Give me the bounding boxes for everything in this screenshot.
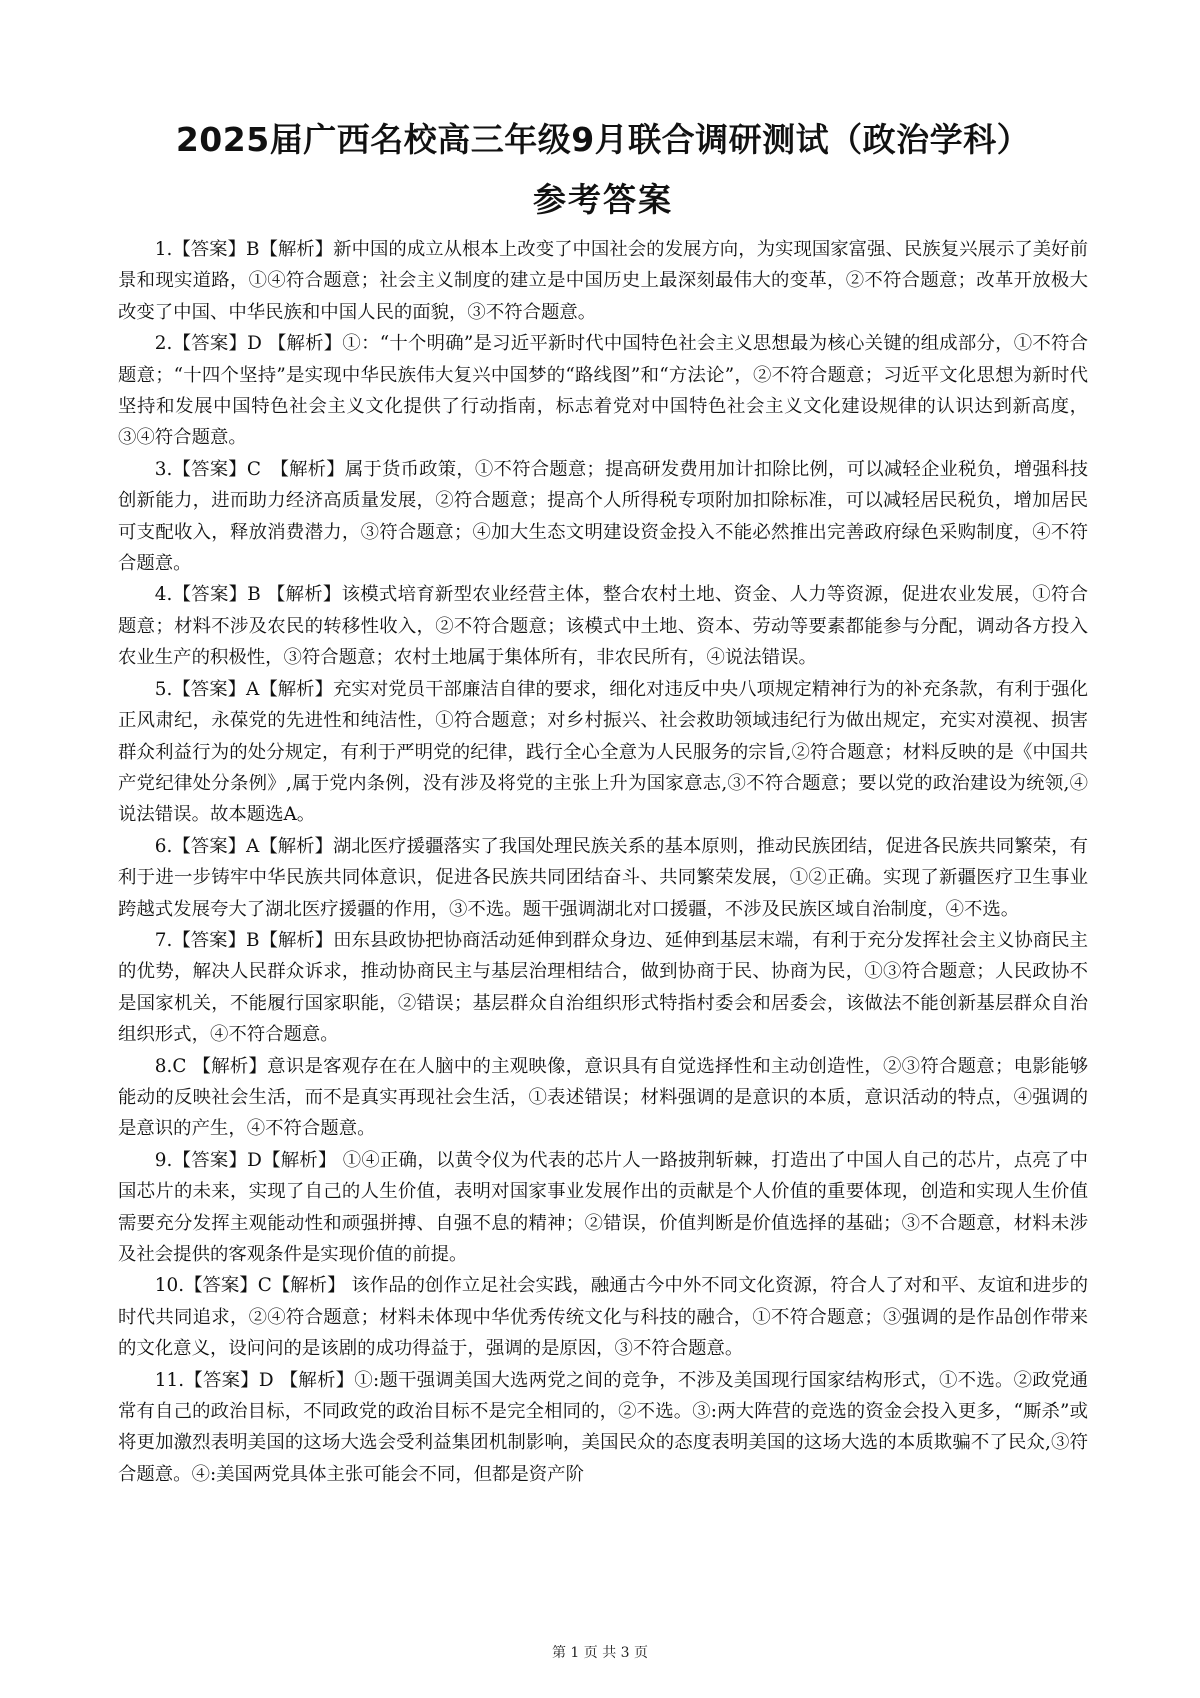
answer-list — [118, 234, 1088, 1490]
answer-item-10: 10.【答案】C【解析】 该作品的创作立足社会实践，融通古今中外不同文化资源，符合人了对和平、友谊和进步的时代共同追求，②④符合题意；材料未体现中华优秀传统文化与科技的融合，①不符合题意；③强调的是作品创作带来的文化意义，设问问的是该剧的成功得益于，强调的是原因，③不符合题意。 — [118, 1275, 1088, 1360]
answer-item-4: 4.【答案】B 【解析】该模式培育新型农业经营主体，整合农村土地、资金、人力等资源，促进农业发展，①符合题意；材料不涉及农民的转移性收入，②不符合题意；该模式中土地、资本、劳动等要素都能参与分配，调动各方投入农业生产的积极性，③符合题意；农村土地属于集体所有，非农民所有，④说法错误。 — [118, 584, 1088, 669]
answer-item-3: 3.【答案】C 【解析】属于货币政策，①不符合题意；提高研发费用加计扣除比例，可以减轻企业税负，增强科技创新能力，进而助力经济高质量发展，②符合题意；提高个人所得税专项附加扣除标准，可以减轻居民税负，增加居民可支配收入，释放消费潜力，③符合题意；④加大生态文明建设资金投入不能必然推出完善政府绿色采购制度，④不符合题意。 — [118, 458, 1088, 575]
answer-item-2: 2.【答案】D 【解析】①：“十个明确”是习近平新时代中国特色社会主义思想最为核心关键的组成部分，①不符合题意；“十四个坚持”是实现中华民族伟大复兴中国梦的“路线图”和“方法论”，②不符合题意；习近平文化思想为新时代坚持和发展中国特色社会主义文化提供了行动指南，标志着党对中国特色社会主义文化建设规律的认识达到新高度，③④符合题意。 — [118, 333, 1088, 449]
answer-item-5: 5.【答案】A【解析】充实对党员干部廉洁自律的要求，细化对违反中央八项规定精神行为的补充条款，有利于强化正风肃纪，永葆党的先进性和纯洁性，①符合题意；对乡村振兴、社会救助领域违纪行为做出规定，充实对漠视、损害群众利益行为的处分规定，有利于严明党的纪律，践行全心全意为人民服务的宗旨,②符合题意；材料反映的是《中国共产党纪律处分条例》,属于党内条例，没有涉及将党的主张上升为国家意志,③不符合题意；要以党的政治建设为统领,④说法错误。故本题选A。 — [118, 678, 1088, 826]
answer-item-9: 9.【答案】D【解析】 ①④正确，以黄令仪为代表的芯片人一路披荆斩棘，打造出了中国人自己的芯片，点亮了中国芯片的未来，实现了自己的人生价值，表明对国家事业发展作出的贡献是个人价值的重要体现，创造和实现人生价值需要充分发挥主观能动性和顽强拼搏、自强不息的精神；②错误，价值判断是价值选择的基础；③不合题意，材料未涉及社会提供的客观条件是实现价值的前提。 — [118, 1149, 1088, 1265]
answer-item-11: 11.【答案】D 【解析】①:题干强调美国大选两党之间的竞争，不涉及美国现行国家结构形式，①不选。②政党通常有自己的政治目标，不同政党的政治目标不是完全相同的，②不选。③:两大阵营的竞选的资金会投入更多，“厮杀”或将更加激烈表明美国的这场大选会受利益集团机制影响，美国民众的态度表明美国的这场大选的本质欺骗不了民众,③符合题意。④:美国两党具体主张可能会不同，但都是资产阶 — [118, 1369, 1088, 1485]
answer-item-6: 6.【答案】A【解析】湖北医疗援疆落实了我国处理民族关系的基本原则，推动民族团结，促进各民族共同繁荣，有利于进一步铸牢中华民族共同体意识，促进各民族共同团结奋斗、共同繁荣发展，①②正确。实现了新疆医疗卫生事业跨越式发展夸大了湖北医疗援疆的作用，③不选。题干强调湖北对口援疆，不涉及民族区域自治制度，④不选。 — [118, 835, 1088, 920]
document-subtitle: 参考答案 — [533, 180, 673, 219]
answer-item-8: 8.C 【解析】意识是客观存在在人脑中的主观映像，意识具有自觉选择性和主动创造性，②③符合题意；电影能够能动的反映社会生活，而不是真实再现社会生活，①表述错误；材料强调的是意识的本质，意识活动的特点，④强调的是意识的产生，④不符合题意。 — [118, 1055, 1088, 1140]
page-footer: 第 1 页 共 3 页 — [551, 1645, 649, 1661]
document-title: 2025届广西名校高三年级9月联合调研测试（政治学科） — [175, 120, 1031, 159]
answer-item-7: 7.【答案】B【解析】田东县政协把协商活动延伸到群众身边、延伸到基层末端，有利于充分发挥社会主义协商民主的优势，解决人民群众诉求，推动协商民主与基层治理相结合，做到协商于民、协商为民，①③符合题意；人民政协不是国家机关，不能履行国家职能，②错误；基层群众自治组织形式特指村委会和居委会，该做法不能创新基层群众自治组织形式，④不符合题意。 — [118, 929, 1088, 1046]
answer-sheet-page — [118, 118, 1088, 1490]
answer-item-1: 1.【答案】B【解析】新中国的成立从根本上改变了中国社会的发展方向，为实现国家富强、民族复兴展示了美好前景和现实道路，①④符合题意；社会主义制度的建立是中国历史上最深刻最伟大的变革，②不符合题意；改革开放极大改变了中国、中华民族和中国人民的面貌，③不符合题意。 — [118, 239, 1088, 323]
